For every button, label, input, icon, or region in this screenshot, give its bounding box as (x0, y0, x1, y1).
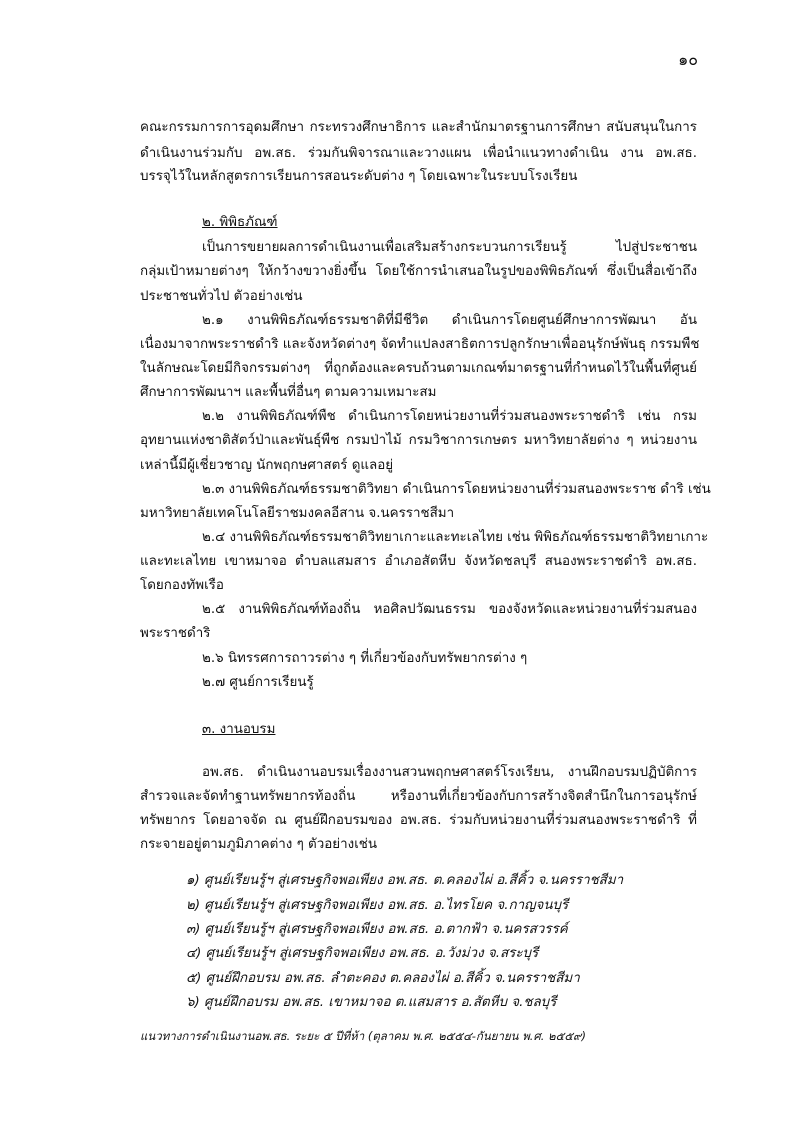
intro-line-1: คณะกรรมการการอุดมศึกษา กระทรวงศึกษาธิการ และสำนักมาตรฐานการศึกษา สนับสนุนในการ (140, 120, 697, 135)
item-2-1-line-3: ในลักษณะโดยมีกิจกรรมต่างๆ ที่ถูกต้องและครบถ้วนตามเกณฑ์มาตรฐานที่กำหนดไว้ในพื้นที่ศูนย์ (140, 361, 697, 376)
item-2-1-line-4: ศึกษาการพัฒนาฯ และพื้นที่อื่นๆ ตามความเหมาะสม (140, 385, 437, 400)
item-2-3-line-2: มหาวิทยาลัยเทคโนโลยีราชมงคลอีสาน จ.นครราชสีมา (140, 506, 455, 521)
item-2-4-line-3: โดยกองทัพเรือ (140, 578, 224, 593)
item-2-5-line-2: พระราชดำริ (140, 626, 211, 641)
section-3-para-line-2: สำรวจและจัดทำฐานทรัพยากรท้องถิ่น หรืองานที่เกี่ยวข้องกับการสร้างจิตสำนึกในการอนุรักษ์ (140, 789, 697, 804)
item-2-4-line-2: และทะเลไทย เขาหมาจอ ตำบลแสมสาร อำเภอสัตหีบ จังหวัดชลบุรี สนองพระราชดำริ อพ.สธ. (140, 554, 697, 569)
item-2-2-line-1: ๒.๒ งานพิพิธภัณฑ์พืช ดำเนินการโดยหน่วยงานที่ร่วมสนองพระราชดำริ เช่น กรม (202, 409, 697, 424)
section-3-para-line-4: กระจายอยู่ตามภูมิภาคต่าง ๆ ตัวอย่างเช่น (140, 837, 378, 852)
item-2-4-line-1: ๒.๔ งานพิพิธภัณฑ์ธรรมชาติวิทยาเกาะและทะเลไทย เช่น พิพิธภัณฑ์ธรรมชาติวิทยาเกาะ (202, 530, 709, 545)
training-center-2: ๒) ศูนย์เรียนรู้ฯ สู่เศรษฐกิจพอเพียง อพ.สธ. อ.ไทรโยค จ.กาญจนบุรี (186, 898, 569, 913)
training-center-5: ๕) ศูนย์ฝึกอบรม อพ.สธ. ลำตะคอง ต.คลองไผ่ อ.สีคิ้ว จ.นครราชสีมา (186, 971, 580, 986)
item-2-5-line-1: ๒.๕ งานพิพิธภัณฑ์ท้องถิ่น หอศิลปวัฒนธรรม ของจังหวัดและหน่วยงานที่ร่วมสนอง (202, 602, 697, 617)
intro-line-2: ดำเนินงานร่วมกับ อพ.สธ. ร่วมกันพิจารณาและวางแผน เพื่อนำแนวทางดำเนิน งาน อพ.สธ. (140, 146, 697, 161)
section-3-para-line-1: อพ.สธ. ดำเนินงานอบรมเรื่องงานสวนพฤกษศาสตร์โรงเรียน, งานฝึกอบรมปฏิบัติการ (202, 765, 697, 780)
item-2-1-line-1: ๒.๑ งานพิพิธภัณฑ์ธรรมชาติที่มีชีวิต ดำเนินการโดยศูนย์ศึกษาการพัฒนา อัน (202, 313, 697, 328)
section-2-heading: ๒. พิพิธภัณฑ์ (202, 215, 278, 230)
section-2-para-line-2: กลุ่มเป้าหมายต่างๆ ให้กว้างขวางยิ่งขึ้น โดยใช้การนำเสนอในรูปของพิพิธภัณฑ์ ซึ่งเป็นสื่อเข้าถึง (140, 264, 697, 279)
item-2-7: ๒.๗ ศูนย์การเรียนรู้ (202, 675, 314, 690)
item-2-6: ๒.๖ นิทรรศการถาวรต่าง ๆ ที่เกี่ยวข้องกับทรัพยากรต่าง ๆ (202, 651, 528, 666)
section-3-para-line-3: ทรัพยากร โดยอาจจัด ณ ศูนย์ฝึกอบรมของ อพ.สธ. ร่วมกับหน่วยงานที่ร่วมสนองพระราชดำริ ที่ (140, 813, 697, 828)
item-2-2-line-3: เหล่านี้มีผู้เชี่ยวชาญ นักพฤกษศาสตร์ ดูแลอยู่ (140, 458, 394, 473)
item-2-2-line-2: อุทยานแห่งชาติสัตว์ป่าและพันธุ์พืช กรมป่าไม้ กรมวิชาการเกษตร มหาวิทยาลัยต่าง ๆ หน่วยงาน (140, 433, 697, 448)
training-center-6: ๖) ศูนย์ฝึกอบรม อพ.สธ. เขาหมาจอ ต.แสมสาร อ.สัตหีบ จ.ชลบุรี (186, 995, 557, 1010)
training-center-4: ๔) ศูนย์เรียนรู้ฯ สู่เศรษฐกิจพอเพียง อพ.สธ. อ.วังม่วง จ.สระบุรี (186, 946, 539, 961)
item-2-3-line-1: ๒.๓ งานพิพิธภัณฑ์ธรรมชาติวิทยา ดำเนินการโดยหน่วยงานที่ร่วมสนองพระราช ดำริ เช่น (202, 482, 711, 497)
page-number: ๑๐ (678, 50, 698, 69)
training-center-1: ๑) ศูนย์เรียนรู้ฯ สู่เศรษฐกิจพอเพียง อพ.สธ. ต.คลองไผ่ อ.สีคิ้ว จ.นครราชสีมา (186, 873, 624, 888)
training-center-3: ๓) ศูนย์เรียนรู้ฯ สู่เศรษฐกิจพอเพียง อพ.สธ. อ.ตากฟ้า จ.นครสวรรค์ (186, 922, 568, 937)
page-footer: แนวทางการดำเนินงานอพ.สธ. ระยะ ๕ ปีที่ห้า (ตุลาคม พ.ศ. ๒๕๕๔-กันยายน พ.ศ. ๒๕๕๙) (140, 1029, 586, 1043)
section-2-para-line-1: เป็นการขยายผลการดำเนินงานเพื่อเสริมสร้างกระบวนการเรียนรู้ ไปสู่ประชาชน (202, 240, 697, 255)
section-3-heading: ๓. งานอบรม (202, 722, 276, 737)
section-2-para-line-3: ประชาชนทั่วไป ตัวอย่างเช่น (140, 289, 303, 304)
item-2-1-line-2: เนื่องมาจากพระราชดำริ และจังหวัดต่างๆ จัดทำแปลงสาธิตการปลูกรักษาเพื่ออนุรักษ์พันธุ กรรมพืช (140, 337, 700, 352)
intro-line-3: บรรจุไว้ในหลักสูตรการเรียนการสอนระดับต่าง ๆ โดยเฉพาะในระบบโรงเรียน (140, 169, 578, 184)
